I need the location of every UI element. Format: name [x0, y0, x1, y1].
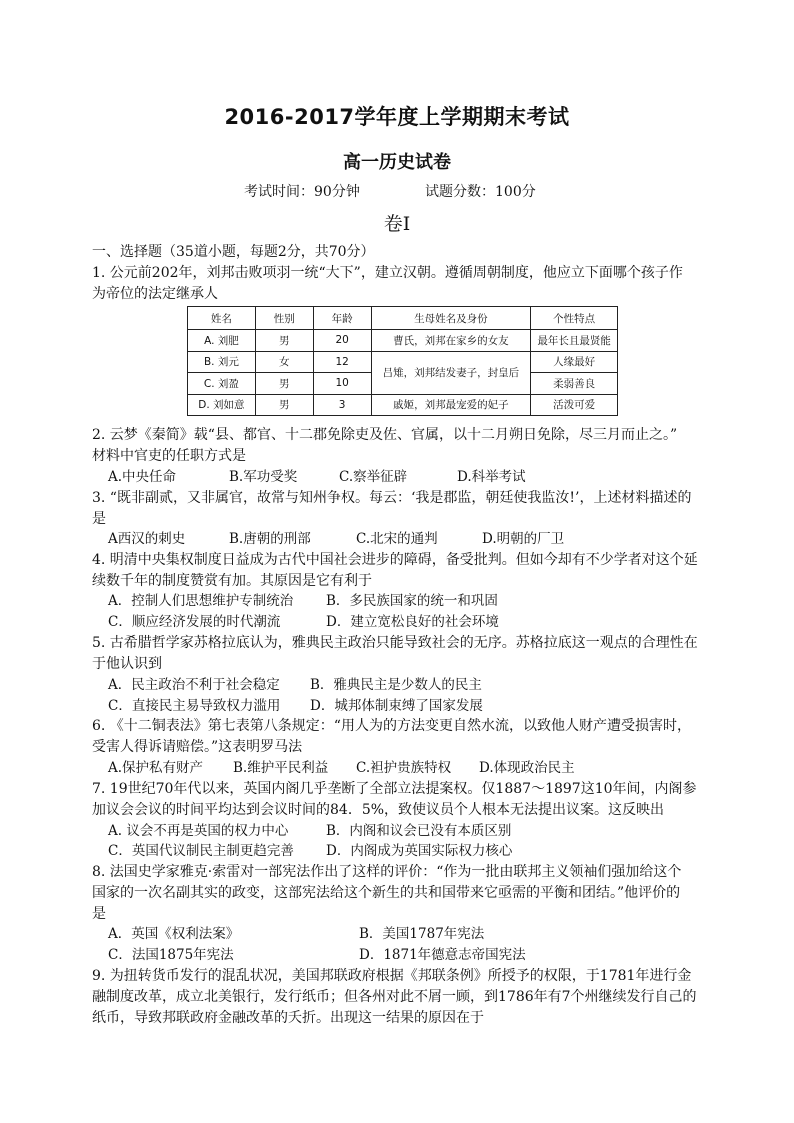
option-a: A.保护私有财产: [108, 760, 204, 776]
question-8-stem: 8. 法国史学家雅克·索雷对一部宪法作出了这样的评价：“作为一批由联邦主义领袖们强加给这个: [92, 864, 682, 880]
table-header-row: [188, 307, 618, 330]
table-row: [188, 351, 618, 373]
option-a: A西汉的刺史: [108, 531, 186, 547]
option-d: D．建立宽松良好的社会环境: [326, 614, 499, 630]
table-cell: 女: [255, 351, 313, 373]
question-4-stem: 4. 明清中央集权制度日益成为古代中国社会进步的障碍，备受批判。但如今却有不少学者对这个延: [92, 552, 698, 568]
question-3-stem-cont: 是: [92, 511, 106, 527]
option-d: D．城邦体制束缚了国家发展: [310, 698, 483, 714]
option-d: D．内阁成为英国实际权力核心: [326, 843, 513, 859]
option-c: C.北宋的通判: [356, 531, 438, 547]
option-b: B.唐朝的刑部: [229, 531, 311, 547]
table-cell: 曹氏，刘邦在家乡的女友: [371, 330, 531, 352]
table-row: [188, 330, 618, 352]
table-row: [188, 394, 618, 416]
option-b: B.维护平民利益: [233, 760, 329, 776]
option-c: C．顺应经济发展的时代潮流: [108, 614, 281, 630]
question-9-stem: 9. 为扭转货币发行的混乱状况，美国邦联政府根据《邦联条例》所授予的权限，于1781年进行金: [92, 968, 692, 984]
exam-score: 试题分数：100分: [425, 184, 536, 200]
exam-time: 考试时间：90分钟: [244, 184, 360, 200]
exam-title: 2016-2017学年度上学期期末考试: [224, 105, 570, 129]
table-cell: D. 刘如意: [188, 394, 256, 416]
table-cell: 10: [313, 373, 371, 395]
table-cell: 男: [255, 394, 313, 416]
option-b: B．美国1787年宪法: [359, 926, 485, 942]
table-cell: B. 刘元: [188, 351, 256, 373]
table-cell: 人缘最好: [531, 351, 618, 373]
volume-heading: 卷Ⅰ: [383, 213, 411, 235]
option-c: C．直接民主易导致权力滥用: [108, 698, 281, 714]
exam-subtitle: 高一历史试卷: [343, 152, 451, 173]
table-cell: 3: [313, 394, 371, 416]
option-d: D.明朝的厂卫: [482, 531, 565, 547]
table-cell: 活泼可爱: [531, 394, 618, 416]
option-b: B．雅典民主是少数人的民主: [310, 677, 482, 693]
question-2-stem: 2. 云梦《秦简》载“县、都官、十二郡免除吏及佐、官属，以十二月朔日免除，尽三月而止之。”: [92, 427, 678, 443]
option-d: D．1871年德意志帝国宪法: [359, 947, 526, 963]
option-c: C.袒护贵族特权: [356, 760, 452, 776]
question-6-stem: 6. 《十二铜表法》第七表第八条规定：“用人为的方法变更自然水流，以致他人财产遭受损害时，: [92, 718, 691, 734]
option-b: B．内阁和议会已没有本质区别: [326, 823, 512, 839]
question-8-stem-cont2: 是: [92, 906, 106, 922]
table-cell: 男: [255, 330, 313, 352]
question-1-stem-cont: 为帝位的法定继承人: [92, 286, 218, 302]
question-9-stem-cont: 融制度改革，成立北美银行，发行纸币；但各州对此不屑一顾，到1786年有7个州继续发行自己的: [92, 989, 697, 1005]
table-header: 姓名: [188, 307, 256, 330]
table-header: 性别: [255, 307, 313, 330]
section-heading: 一、选择题（35道小题，每题2分，共70分）: [92, 244, 375, 260]
question-4-stem-cont: 续数千年的制度赞赏有加。其原因是它有利于: [92, 573, 372, 589]
question-3-stem: 3. “既非副贰，又非属官，故常与知州争权。每云：‘我是郡监，朝廷使我监汝!’，上述材料描述的: [92, 490, 692, 506]
table-header: 生母姓名及身份: [371, 307, 531, 330]
question-2-stem-cont: 材料中官吏的任职方式是: [92, 448, 246, 464]
question-7-stem: 7. 19世纪70年代以来，英国内阁几乎垄断了全部立法提案权。仅1887～1897这10年间，内阁参: [92, 781, 697, 797]
option-b: B．多民族国家的统一和巩固: [326, 593, 498, 609]
table-cell: 男: [255, 373, 313, 395]
table-cell: C. 刘盈: [188, 373, 256, 395]
table-cell: 20: [313, 330, 371, 352]
option-a: A．英国《权利法案》: [108, 926, 240, 942]
option-a: A．民主政治不利于社会稳定: [108, 677, 280, 693]
table-cell: 12: [313, 351, 371, 373]
table-cell: 戚姬，刘邦最宠爱的妃子: [371, 394, 531, 416]
option-c: C.察举征辟: [339, 469, 408, 485]
question-1-stem: 1. 公元前202年，刘邦击败项羽一统“大下”，建立汉朝。遵循周朝制度，他应立下面哪个孩子作: [92, 265, 683, 281]
question-7-stem-cont: 加议会会议的时间平均达到会议时间的84．5%，致使议员个人根本无法提出议案。这反映出: [92, 802, 665, 818]
table-cell: 最年长且最贤能: [531, 330, 618, 352]
option-d: D.体现政治民主: [479, 760, 575, 776]
option-c: C．法国1875年宪法: [108, 947, 234, 963]
option-a: A．控制人们思想维护专制统治: [108, 593, 294, 609]
table-cell: 吕雉，刘邦结发妻子，封皇后: [371, 351, 531, 394]
question-5-stem: 5. 古希腊哲学家苏格拉底认为，雅典民主政治只能导致社会的无序。苏格拉底这一观点的合理性在: [92, 635, 698, 651]
option-a: A.中央任命: [108, 469, 177, 485]
question-9-stem-cont2: 纸币，导致邦联政府金融改革的夭折。出现这一结果的原因在于: [92, 1010, 484, 1026]
question-8-stem-cont: 国家的一次名副其实的政变，这部宪法给这个新生的共和国带来它亟需的平衡和团结。”他评价的: [92, 885, 681, 901]
question-5-stem-cont: 于他认识到: [92, 656, 162, 672]
table-cell: 柔弱善良: [531, 373, 618, 395]
question-6-stem-cont: 受害人得诉请赔偿。”这表明罗马法: [92, 739, 303, 755]
table-header: 个性特点: [531, 307, 618, 330]
table-cell: A. 刘肥: [188, 330, 256, 352]
option-c: C．英国代议制民主制更趋完善: [108, 843, 294, 859]
option-d: D.科举考试: [457, 469, 526, 485]
option-b: B.军功受奖: [229, 469, 298, 485]
table-header: 年龄: [313, 307, 371, 330]
option-a: A. 议会不再是英国的权力中心: [108, 823, 289, 839]
question-1-table: [187, 306, 618, 416]
